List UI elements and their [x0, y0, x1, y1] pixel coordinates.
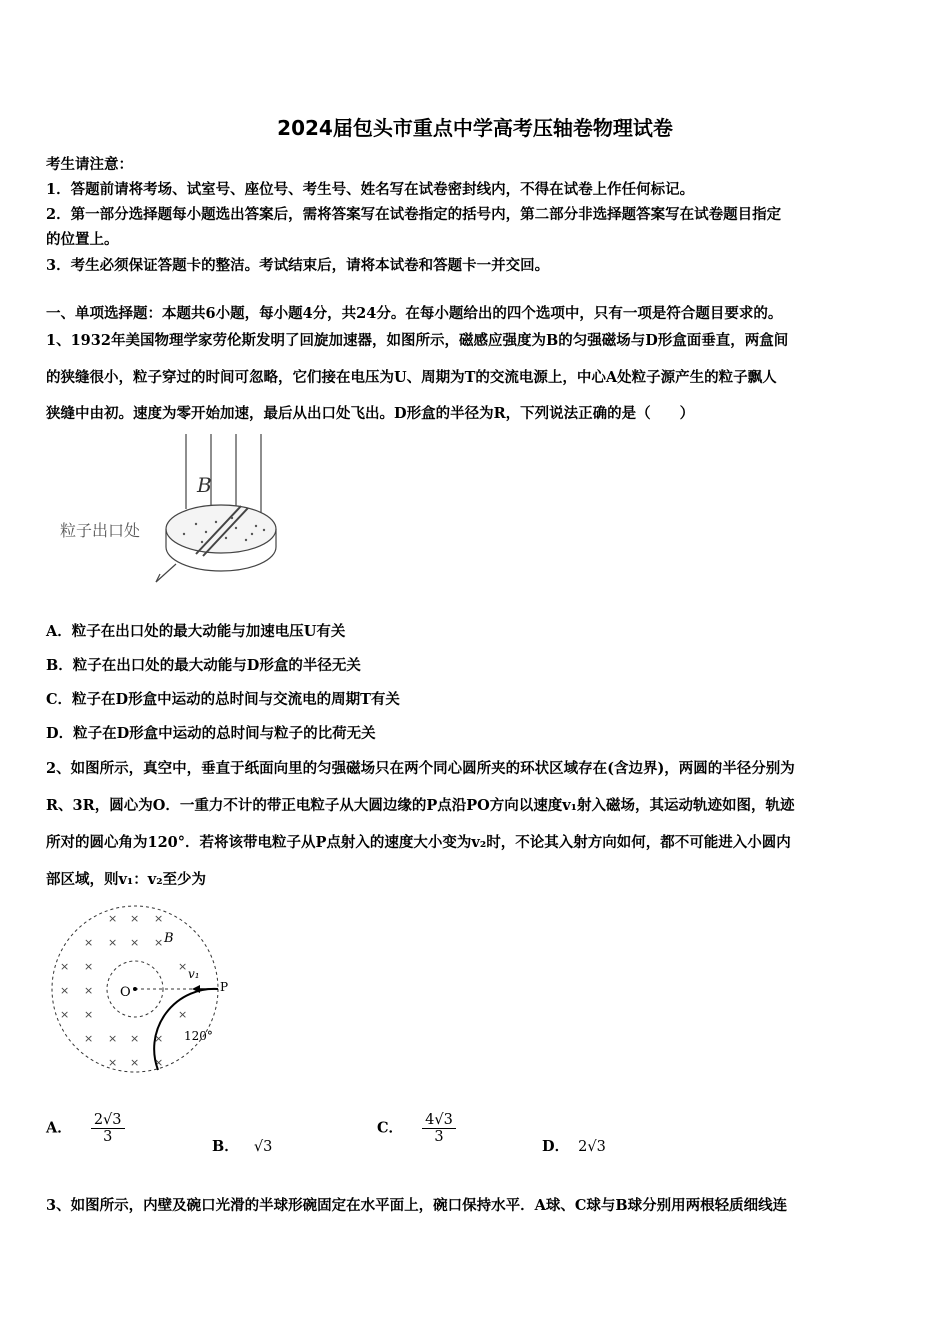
label-v1: v₁ [188, 967, 200, 981]
exit-label: 粒子出口处 [60, 521, 141, 540]
option-letter: C． [377, 1119, 404, 1137]
svg-text:×: × [84, 984, 94, 997]
question-2-line: 2、如图所示，真空中，垂直于纸面向里的匀强磁场只在两个同心圆所夹的环状区域存在(含边界)，两圆的半径分别为 [46, 760, 795, 777]
svg-text:×: × [84, 1032, 94, 1045]
denominator: 3 [434, 1129, 444, 1145]
svg-text:×: × [108, 936, 118, 949]
question-1-line: 1、1932年美国物理学家劳伦斯发明了回旋加速器，如图所示，磁感应强度为B的匀强磁场与D形盒面垂直，两盒间 [46, 332, 789, 349]
notice-heading: 考生请注意： [46, 156, 133, 173]
q2-option-a [46, 1112, 125, 1145]
svg-text:×: × [154, 912, 164, 925]
question-3-line: 3、如图所示，内壁及碗口光滑的半球形碗固定在水平面上，碗口保持水平．A球、C球与B球分别用两根轻质细线连 [46, 1197, 788, 1214]
notice-item: 1．答题前请将考场、试室号、座位号、考生号、姓名写在试卷密封线内，不得在试卷上作任何标记。 [46, 181, 695, 198]
denominator: 3 [103, 1129, 113, 1145]
question-1-line: 的狭缝很小，粒子穿过的时间可忽略，它们接在电压为U、周期为T的交流电源上，中心A处粒子源产生的粒子飘人 [46, 369, 777, 386]
svg-text:×: × [60, 984, 70, 997]
magnetic-ring-figure [50, 900, 240, 1078]
notice-item: 的位置上。 [46, 231, 119, 248]
svg-text:×: × [108, 1032, 118, 1045]
question-2-line: R、3R，圆心为O．一重力不计的带正电粒子从大圆边缘的P点沿PO方向以速度v₁射入磁场，其运动轨迹如图，轨迹 [46, 797, 795, 814]
svg-text:×: × [84, 1008, 94, 1021]
option-letter: A． [46, 1119, 72, 1137]
q2-option-d [542, 1135, 606, 1156]
svg-text:×: × [130, 912, 140, 925]
option-letter: D． [542, 1138, 570, 1155]
numerator: 4√3 [422, 1112, 456, 1129]
fraction [91, 1112, 125, 1145]
svg-text:×: × [130, 1032, 140, 1045]
svg-text:×: × [84, 960, 94, 973]
question-2-line: 所对的圆心角为120°．若将该带电粒子从P点射入的速度大小变为v₂时，不论其入射方向如何，都不可能进入小圆内 [46, 834, 791, 851]
svg-text:×: × [130, 936, 140, 949]
notice-item: 2．第一部分选择题每小题选出答案后，需将答案写在试卷指定的括号内，第二部分非选择题答案写在试卷题目指定 [46, 206, 782, 223]
label-B: B [164, 931, 174, 946]
svg-text:×: × [108, 912, 118, 925]
svg-text:×: × [130, 1056, 140, 1069]
label-P: P [220, 980, 229, 994]
option-c: C．粒子在D形盒中运动的总时间与交流电的周期T有关 [46, 691, 400, 708]
fraction [422, 1112, 456, 1145]
label-O: O [120, 985, 131, 1000]
cyclotron-figure [56, 434, 296, 594]
option-letter: B． [212, 1138, 239, 1155]
svg-text:×: × [178, 960, 188, 973]
svg-text:×: × [60, 1008, 70, 1021]
svg-text:×: × [84, 936, 94, 949]
svg-text:×: × [108, 1056, 118, 1069]
notice-item: 3．考生必须保证答题卡的整洁。考试结束后，请将本试卷和答题卡一并交回。 [46, 257, 550, 274]
option-value: 2√3 [578, 1139, 606, 1155]
numerator: 2√3 [91, 1112, 125, 1129]
page-title: 2024届包头市重点中学高考压轴卷物理试卷 [277, 116, 673, 140]
svg-text:×: × [154, 936, 164, 949]
q2-option-b [212, 1135, 272, 1156]
field-label-B: B [197, 473, 212, 497]
option-value: √3 [253, 1139, 273, 1155]
label-angle: 120° [184, 1029, 213, 1043]
svg-text:×: × [154, 1032, 164, 1045]
option-d: D．粒子在D形盒中运动的总时间与粒子的比荷无关 [46, 725, 376, 742]
q2-option-c [377, 1112, 456, 1145]
svg-text:×: × [60, 960, 70, 973]
section-heading: 一、单项选择题：本题共6小题，每小题4分，共24分。在每小题给出的四个选项中，只有一项是符合题目要求的。 [46, 305, 783, 322]
question-1-line: 狭缝中由初。速度为零开始加速，最后从出口处飞出。D形盒的半径为R，下列说法正确的是（ ） [46, 405, 695, 422]
svg-text:×: × [154, 1056, 164, 1069]
option-b: B．粒子在出口处的最大动能与D形盒的半径无关 [46, 657, 361, 674]
option-a: A．粒子在出口处的最大动能与加速电压U有关 [46, 623, 346, 640]
svg-text:×: × [178, 1008, 188, 1021]
question-2-line: 部区域，则v₁：v₂至少为 [46, 871, 207, 888]
